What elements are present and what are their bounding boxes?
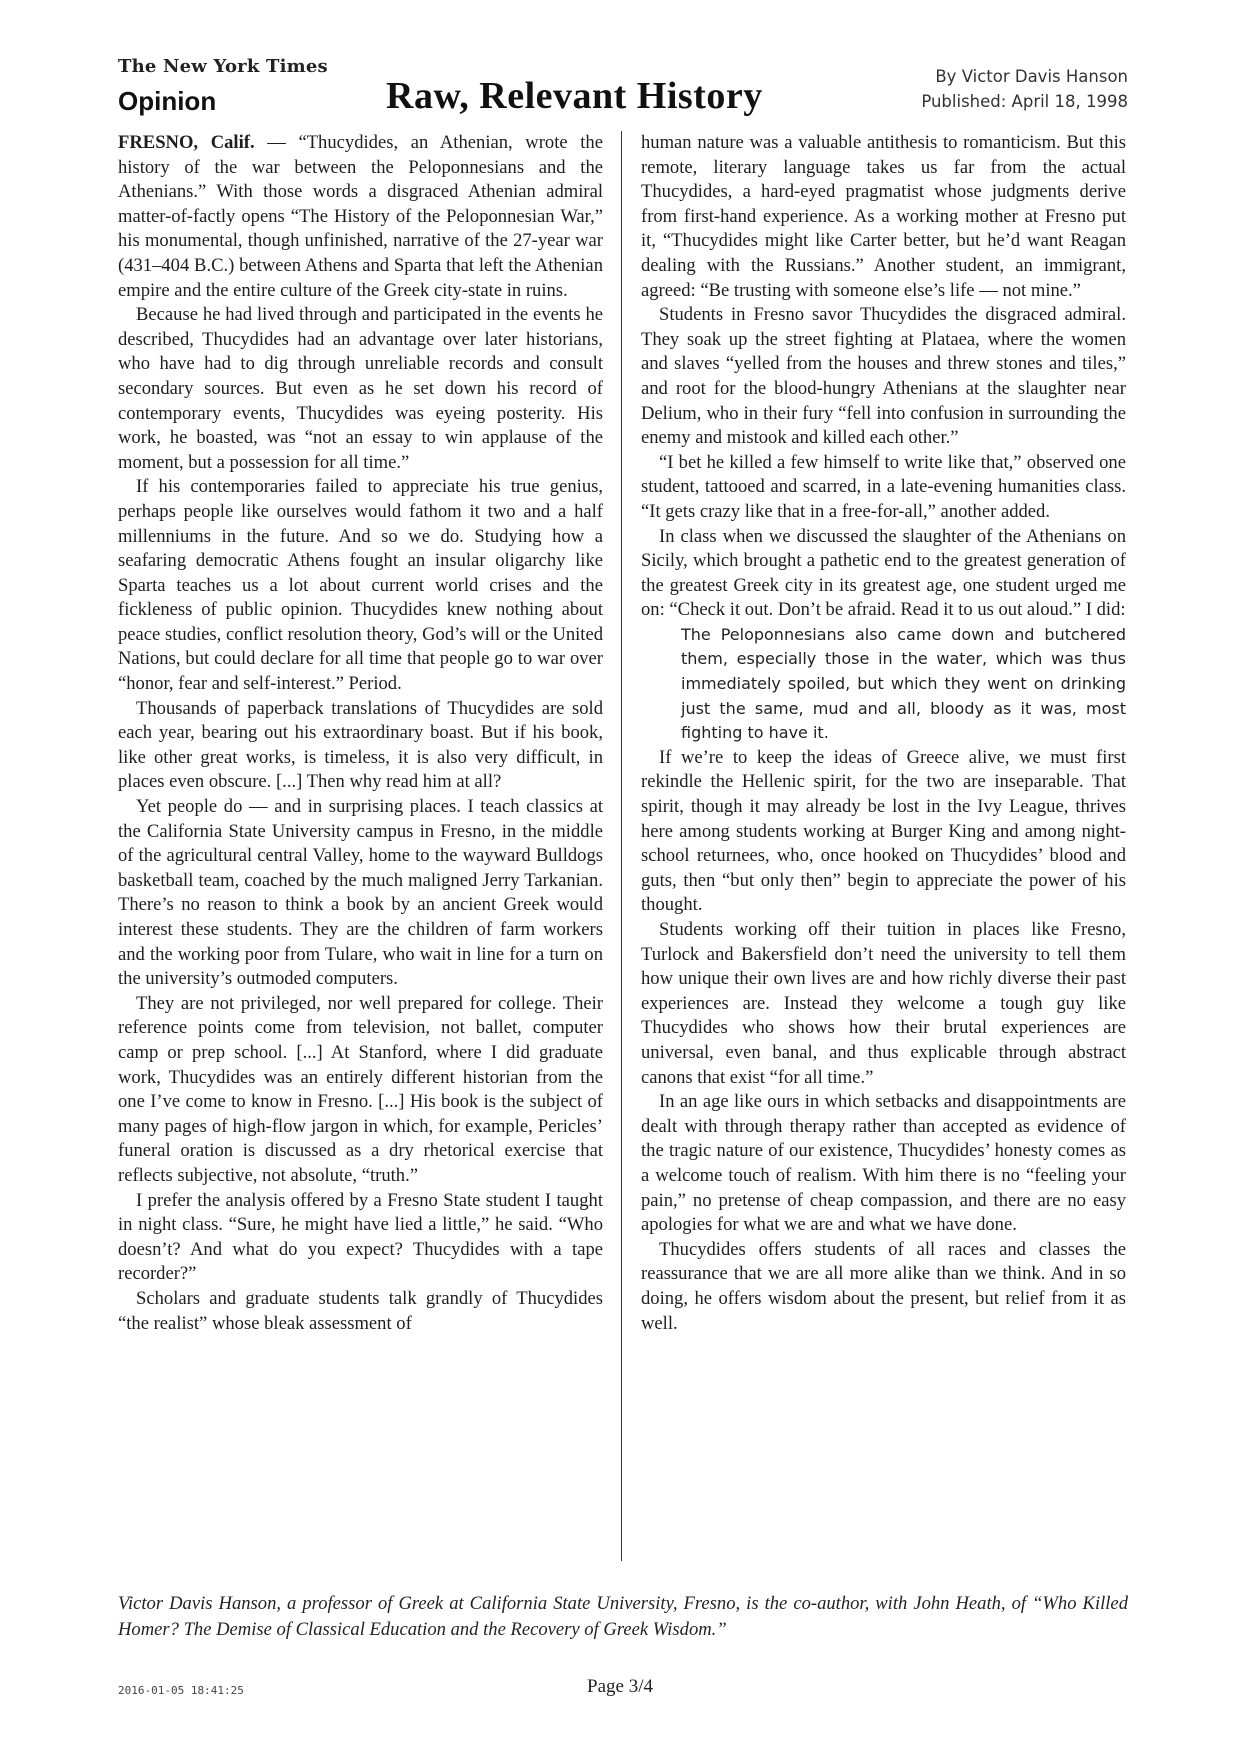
paragraph: I prefer the analysis offered by a Fresno State student I taught in night class. “Sure, he might have lied a little,” he said. “Who doesn’t? And what do you expect? Thucydides with a tape recorder?” bbox=[118, 1189, 603, 1285]
print-timestamp: 2016-01-05 18:41:25 bbox=[118, 1684, 244, 1697]
right-column bbox=[641, 131, 1126, 1336]
column-divider bbox=[621, 131, 622, 1561]
paragraph: human nature was a valuable antithesis to romanticism. But this remote, literary language takes us far from the actual Thucydides, a hard-eyed pragmatist whose judgments derive from first-hand experience. As a working mother at Fresno put it, “Thucydides might like Carter better, but he’d want Reagan dealing with the Russians.” Another student, an immigrant, agreed: “Be trusting with someone else’s life — not mine.” bbox=[641, 132, 1126, 301]
article-header bbox=[118, 56, 1128, 126]
paragraph: Thucydides offers students of all races and classes the reassurance that we are all more alike than we think. And in so doing, he offers wisdom about the present, but relief from it as well. bbox=[641, 1238, 1126, 1334]
masthead-logo: The New York Times bbox=[118, 56, 328, 77]
left-column bbox=[118, 131, 603, 1336]
headline: Raw, Relevant History bbox=[386, 75, 763, 117]
byline-block bbox=[921, 64, 1128, 114]
paragraph: “I bet he killed a few himself to write like that,” observed one student, tattooed and scarred, in a late-evening humanities class. “It gets crazy like that in a free-for-all,” another added. bbox=[641, 451, 1126, 522]
paragraph: In an age like ours in which setbacks and disappointments are dealt with through therapy rather than accepted as evidence of the tragic nature of our existence, Thucydides’ honesty comes as a welcome touch of realism. With him there is no “feeling your pain,” no pretense of cheap compassion, and there are no easy apologies for what we are and what we have done. bbox=[641, 1091, 1126, 1236]
paragraph: If we’re to keep the ideas of Greece alive, we must first rekindle the Hellenic spirit, for the two are inseparable. That spirit, though it may already be lost in the Ivy League, thrives here among students working at Burger King and among night-school returnees, who, once hooked on Thucydides’ blood and guts, then “but only then” begin to appreciate the power of his thought. bbox=[641, 746, 1126, 916]
paragraph: Students in Fresno savor Thucydides the disgraced admiral. They soak up the street fighting at Plataea, where the women and slaves “yelled from the houses and threw stones and tiles,” and root for the blood-hungry Athenians at the slaughter near Delium, who in their fury “fell into confusion in surrounding the enemy and mistook and killed each other.” bbox=[641, 304, 1126, 449]
paragraph: Scholars and graduate students talk grandly of Thucydides “the realist” whose bleak assessment of bbox=[118, 1287, 603, 1334]
paragraph-text: — “Thucydides, an Athenian, wrote the history of the war between the Peloponnesians and the Athenians.” With those words a disgraced Athenian admiral matter-of-factly opens “The History of the Peloponnesian War,” his monumental, though unfinished, narrative of the 27-year war (431–404 B.C.) between Athens and Sparta that left the Athenian empire and the entire culture of the Greek city-state in ruins. bbox=[118, 132, 603, 301]
author-bio: Victor Davis Hanson, a professor of Greek at California State University, Fresno, is the co-author, with John Heath, of “Who Killed Homer? The Demise of Classical Education and the Recovery of Greek Wisdom.” bbox=[118, 1593, 1128, 1640]
publish-date: Published: April 18, 1998 bbox=[921, 92, 1128, 111]
block-quote: The Peloponnesians also came down and butchered them, especially those in the water, which was thus immediately spoiled, but which they went on drinking just the same, mud and all, bloody as it was, most fighting to have it. bbox=[681, 624, 1126, 743]
paragraph: Thousands of paperback translations of Thucydides are sold each year, bearing out his extraordinary boast. But if his book, like other great works, is timeless, it is also very difficult, in places even obscure. [...] Then why read him at all? bbox=[118, 697, 603, 793]
paragraph: In class when we discussed the slaughter of the Athenians on Sicily, which brought a pathetic end to the greatest generation of the greatest Greek city in its greatest age, one student urged me on: “Check it out. Don’t be afraid. Read it to us out aloud.” I did: bbox=[641, 525, 1126, 621]
article-body bbox=[118, 131, 1126, 1561]
paragraph bbox=[118, 131, 603, 303]
byline: By Victor Davis Hanson bbox=[935, 67, 1128, 86]
paragraph: If his contemporaries failed to appreciate his true genius, perhaps people like ourselves would fathom it two and a half millenniums in the future. And so we do. Studying how a seafaring democratic Athens fought an insular oligarchy like Sparta teaches us a lot about current world crises and the fickleness of public opinion. Thucydides knew nothing about peace studies, conflict resolution theory, God’s will or the United Nations, but could declare for all time that people go to war over “honor, fear and self-interest.” Period. bbox=[118, 476, 603, 695]
paragraph: Yet people do — and in surprising places. I teach classics at the California State University campus in Fresno, in the middle of the agricultural central Valley, home to the wayward Bulldogs basketball team, coached by the much maligned Jerry Tarkanian. There’s no reason to think a book by an ancient Greek would interest these students. They are the children of farm workers and the working poor from Tulare, who wait in line for a turn on the university’s outmoded computers. bbox=[118, 796, 603, 990]
paragraph: Students working off their tuition in places like Fresno, Turlock and Bakersfield don’t need the university to tell them how unique their own lives are and how richly diverse their past experiences are. Instead they welcome a tough guy like Thucydides who shows how their brutal experiences are universal, even banal, and thus explicable through abstract canons that exist “for all time.” bbox=[641, 919, 1126, 1088]
section-label: Opinion bbox=[118, 86, 217, 116]
paragraph: They are not privileged, nor well prepared for college. Their reference points come from television, not ballet, computer camp or prep school. [...] At Stanford, where I did graduate work, Thucydides was an entirely different historian from the one I’ve come to know in Fresno. [...] His book is the subject of many pages of high-flow jargon in which, for example, Pericles’ funeral oration is discussed as a dry rhetorical exercise that reflects subjective, not absolute, “truth.” bbox=[118, 992, 603, 1186]
page-number: Page 3/4 bbox=[587, 1676, 653, 1697]
paragraph: Because he had lived through and participated in the events he described, Thucydides had an advantage over later historians, who have had to dig through unreliable records and consult secondary sources. But even as he set down his record of contemporary events, Thucydides was eyeing posterity. His work, he boasted, was “not an essay to win applause of the moment, but a possession for all time.” bbox=[118, 304, 603, 473]
dateline: FRESNO, Calif. bbox=[118, 132, 255, 153]
